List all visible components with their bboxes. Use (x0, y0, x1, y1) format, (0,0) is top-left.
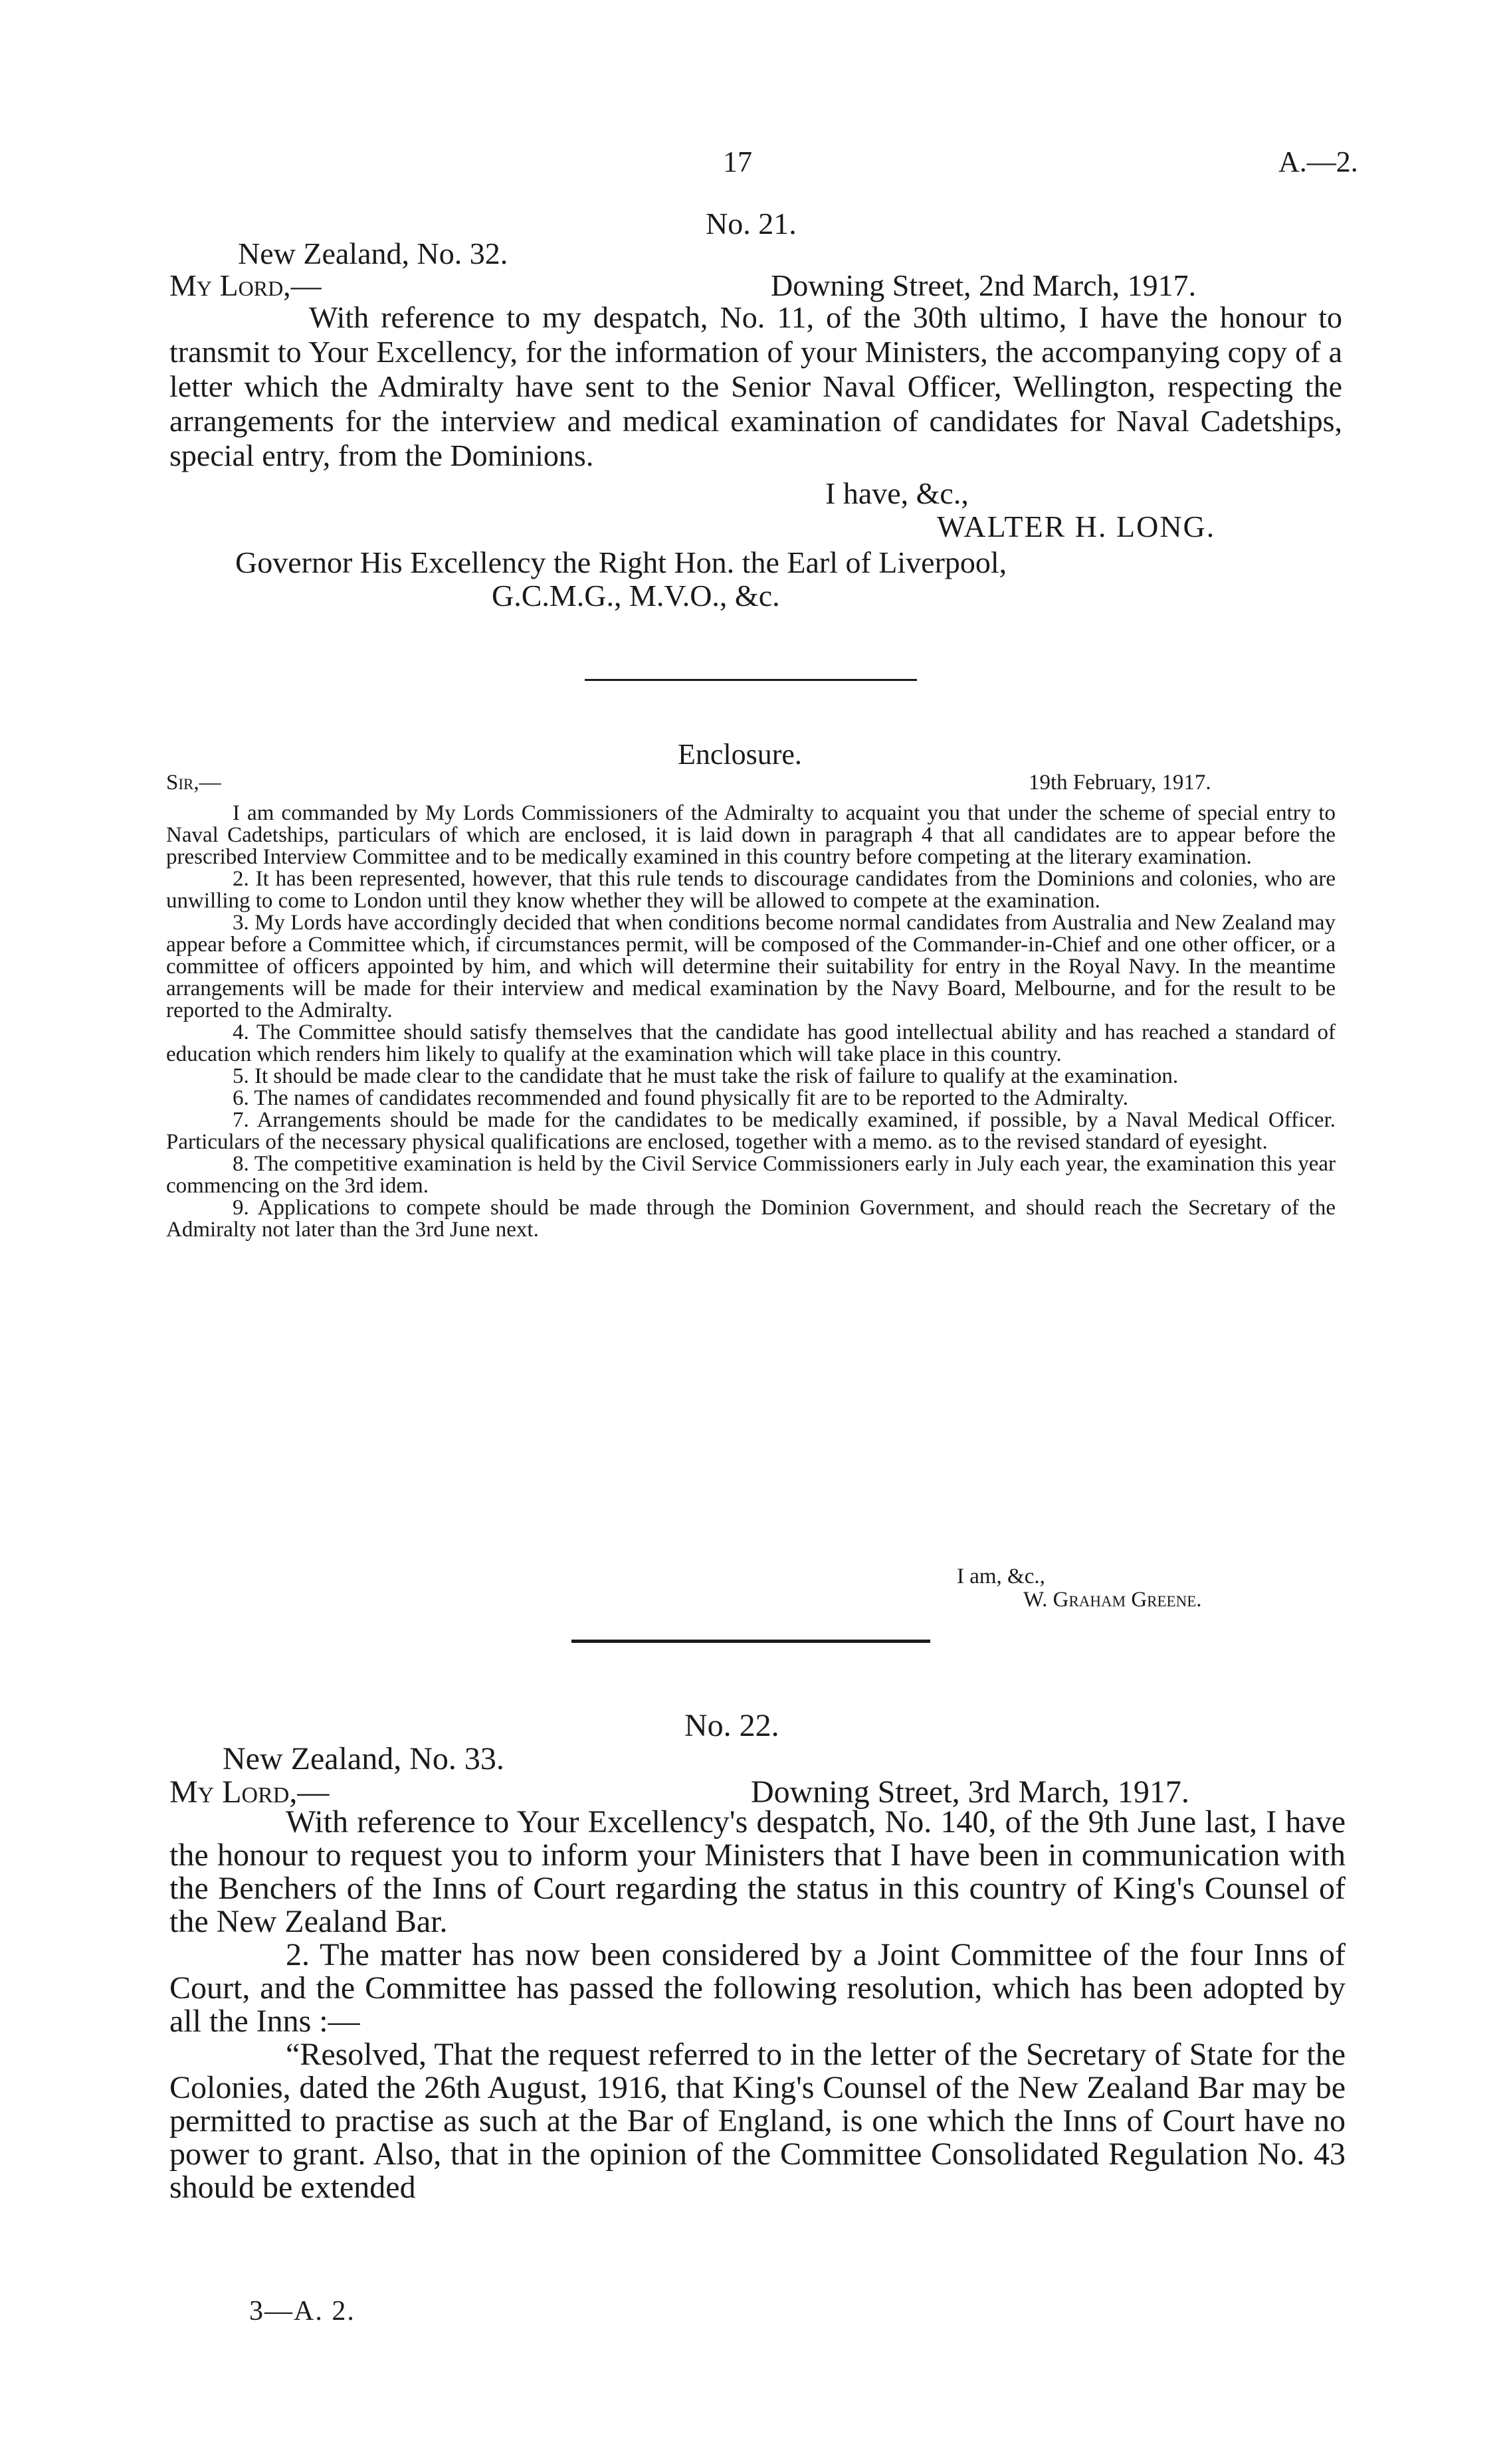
letter-22-paragraph: 2. The matter has now been considered by a Joint Committee of the four Inns of Court, and the Committee has passed the following resolution, which has been adopted by all the Inns :— (169, 1937, 1346, 2039)
enclosure-date: 19th February, 1917. (1029, 771, 1211, 795)
enclosure-paragraph: 6. The names of candidates recommended and found physically fit are to be reported to the Admiralty. (233, 1086, 1128, 1110)
enclosure-heading: Enclosure. (678, 738, 802, 771)
letter-21-closing: I have, &c., (825, 476, 969, 510)
letter-21-addressee-line-2: G.C.M.G., M.V.O., &c. (492, 579, 780, 613)
enclosure-paragraph: 5. It should be made clear to the candidate that he must take the risk of failure to qualify at the examination. (233, 1064, 1179, 1088)
section-divider-bold (571, 1640, 930, 1643)
letter-21-reference: New Zealand, No. 32. (238, 237, 508, 270)
letter-21-dateline: Downing Street, 2nd March, 1917. (771, 268, 1197, 302)
enclosure-paragraph: 7. Arrangements should be made for the candidates to be medically examined, if possible, by a Naval Medical Officer. Particulars of the necessary physical qualifications are enclosed, together with a memo. as to the revised standard of eyesight. (166, 1108, 1336, 1154)
enclosure-body (166, 803, 1336, 1241)
enclosure-paragraph: 3. My Lords have accordingly decided that when conditions become normal candidates from Australia and New Zealand may appear before a Committee which, if circumstances permit, will be composed of the Commander-in-Chief and one other officer, or a committee of officers appointed by him, and which will determine their suitability for entry in the Royal Navy. In the meantime arrangements will be made for their interview and medical examination by the Navy Board, Melbourne, and for the result to be reported to the Admiralty. (166, 911, 1336, 1022)
footer-signature-code: 3—A. 2. (249, 2296, 355, 2326)
letter-22-dateline: Downing Street, 3rd March, 1917. (751, 1774, 1189, 1810)
enclosure-paragraph: I am commanded by My Lords Commissioners of the Admiralty to acquaint you that under the scheme of special entry to Naval Cadetships, particulars of which are enclosed, it is laid down in paragraph 4 that all candidates are to appear before the prescribed Interview Committee and to be medically examined in this country before competing at the literary examination. (166, 801, 1336, 869)
letter-21-body (169, 300, 1342, 473)
enclosure-paragraph: 2. It has been represented, however, that this rule tends to discourage candidates from the Dominions and colonies, who are unwilling to come to London until they know whether they will be allowed to compete at the examination. (166, 867, 1336, 913)
letter-22-paragraph: “Resolved, That the request referred to in the letter of the Secretary of State for the Colonies, dated the 26th August, 1916, that King's Counsel of the New Zealand Bar may be permitted to practise as such at the Bar of England, is one which the Inns of Court have no power to grant. Also, that in the opinion of the Committee Consolidated Regulation No. 43 should be extended (169, 2037, 1346, 2205)
letter-21-number: No. 21. (706, 207, 797, 240)
letter-22-salutation: My Lord,— (169, 1774, 330, 1810)
letter-22-body (169, 1806, 1346, 2204)
page-number: 17 (723, 145, 752, 178)
letter-22-number: No. 22. (684, 1708, 779, 1743)
enclosure-paragraph: 8. The competitive examination is held by the Civil Service Commissioners early in July each year, the examination this year commencing on the 3rd idem. (166, 1152, 1336, 1198)
letter-21-addressee-line-1: Governor His Excellency the Right Hon. the Earl of Liverpool, (235, 545, 1007, 579)
section-divider (585, 679, 917, 681)
enclosure-salutation: Sir,— (166, 771, 221, 795)
letter-21-paragraph: With reference to my despatch, No. 11, of the 30th ultimo, I have the honour to transmit to Your Excellency, for the information of your Ministers, the accompanying copy of a letter which the Admiralty have sent to the Senior Naval Officer, Wellington, respecting the arrangements for the interview and medical examination of candidates for Naval Cadetships, special entry, from the Dominions. (169, 300, 1342, 472)
letter-22-paragraph: With reference to Your Excellency's despatch, No. 140, of the 9th June last, I have the honour to request you to inform your Ministers that I have been in communication with the Benchers of the Inns of Court regarding the status in this country of King's Counsel of the New Zealand Bar. (169, 1804, 1346, 1939)
enclosure-paragraph: 4. The Committee should satisfy themselves that the candidate has good intellectual ability and has reached a standard of education which renders him likely to qualify at the examination which will take place in this country. (166, 1020, 1336, 1066)
enclosure-paragraph: 9. Applications to compete should be made through the Dominion Government, and should reach the Secretary of the Admiralty not later than the 3rd June next. (166, 1196, 1336, 1242)
letter-22-reference: New Zealand, No. 33. (223, 1741, 504, 1776)
letter-21-salutation: My Lord,— (169, 268, 322, 302)
enclosure-signature: W. Graham Greene. (1023, 1588, 1202, 1612)
series-code: A.—2. (1278, 145, 1358, 178)
letter-21-signature: WALTER H. LONG. (937, 510, 1216, 543)
enclosure-closing: I am, &c., (957, 1564, 1045, 1588)
